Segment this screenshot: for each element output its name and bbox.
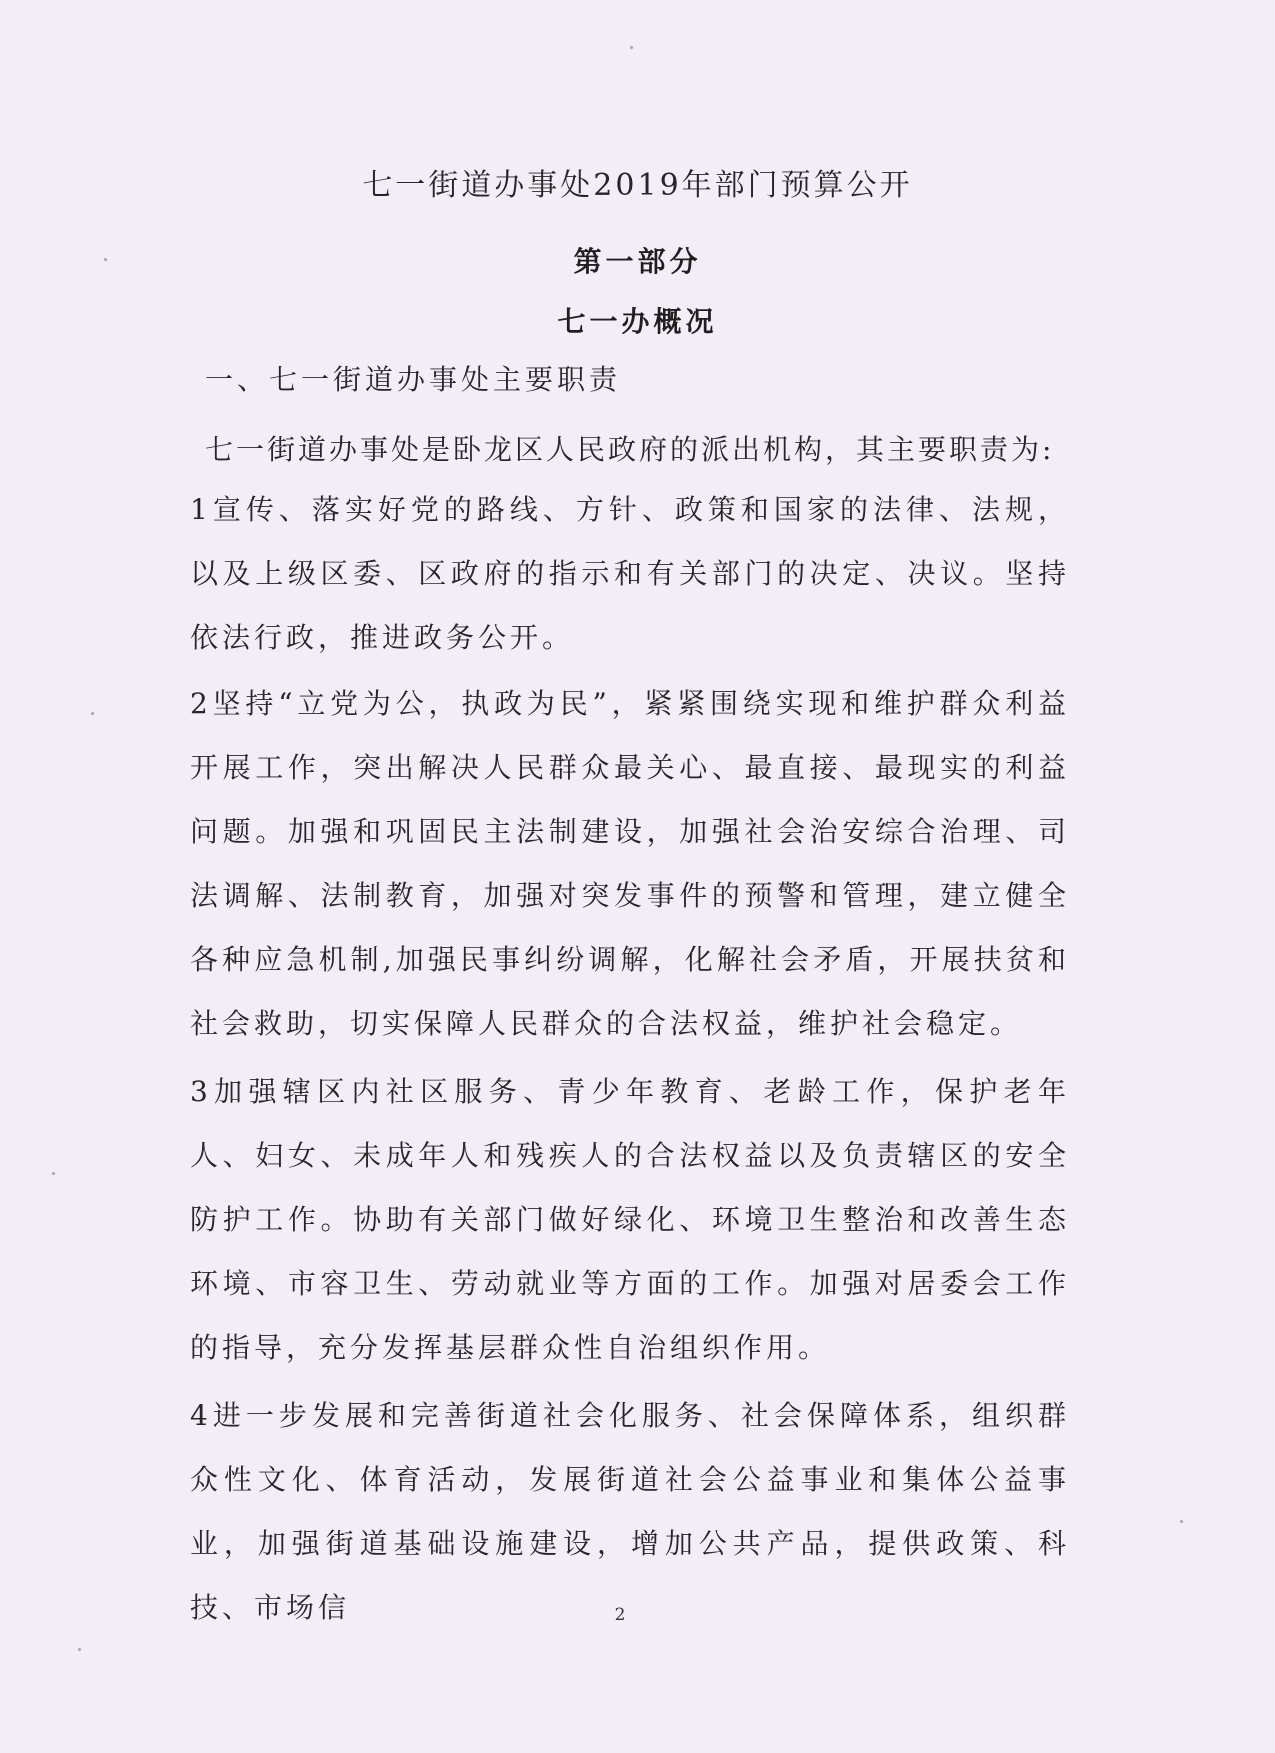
paragraph-3: 3加强辖区内社区服务、青少年教育、老龄工作，保护老年人、妇女、未成年人和残疾人的合法权益以及负责辖区的安全防护工作。协助有关部门做好绿化、环境卫生整治和改善生态环境、市容卫生、劳动就业等方面的工作。加强对居委会工作的指导，充分发挥基层群众性自治组织作用。 bbox=[190, 1075, 1070, 1364]
page-number: 2 bbox=[614, 1605, 626, 1625]
part-title: 七一办概况 bbox=[557, 305, 718, 338]
intro-paragraph: 七一街道办事处是卧龙区人民政府的派出机构，其主要职责为: bbox=[205, 433, 1055, 466]
scan-speck bbox=[1180, 1520, 1183, 1523]
scan-speck bbox=[630, 46, 633, 49]
section-heading: 一、七一街道办事处主要职责 bbox=[205, 363, 622, 396]
paragraph-4: 4进一步发展和完善街道社会化服务、社会保障体系，组织群众性文化、体育活动，发展街道社会公益事业和集体公益事业，加强街道基础设施建设，增加公共产品，提供政策、科技、市场信 bbox=[190, 1399, 1070, 1624]
paragraph-1: 1宣传、落实好党的路线、方针、政策和国家的法律、法规，以及上级区委、区政府的指示和有关部门的决定、决议。坚持依法行政，推进政务公开。 bbox=[190, 493, 1070, 654]
scan-speck bbox=[91, 712, 94, 715]
paragraph-2: 2坚持“立党为公，执政为民”，紧紧围绕实现和维护群众利益开展工作，突出解决人民群众最关心、最直接、最现实的利益问题。加强和巩固民主法制建设，加强社会治安综合治理、司法调解、法制教育，加强对突发事件的预警和管理，建立健全各种应急机制,加强民事纠纷调解，化解社会矛盾，开展扶贫和社会救助，切实保障人民群众的合法权益，维护社会稳定。 bbox=[190, 687, 1070, 1040]
scan-speck bbox=[78, 1648, 81, 1651]
document-title: 七一街道办事处2019年部门预算公开 bbox=[362, 168, 913, 203]
part-number: 第一部分 bbox=[573, 245, 702, 278]
scan-speck bbox=[52, 1172, 55, 1175]
